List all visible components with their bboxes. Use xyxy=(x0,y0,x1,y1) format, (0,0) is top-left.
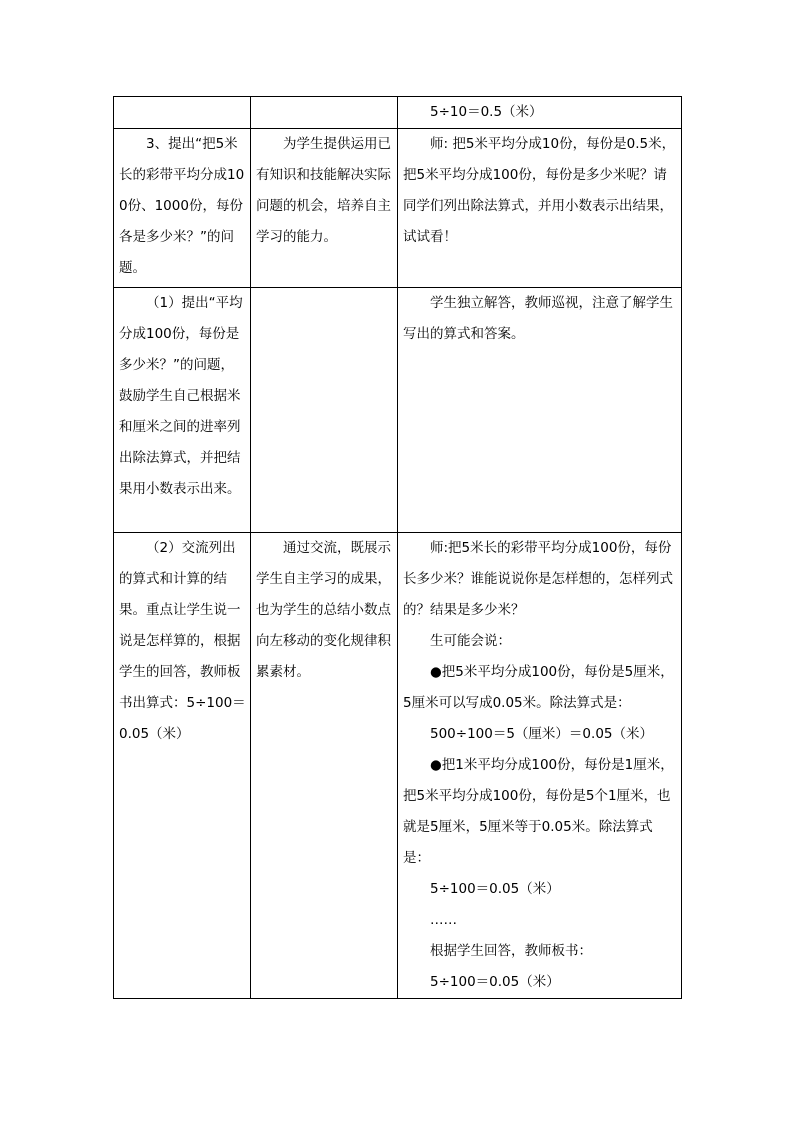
process-line: 生可能会说： xyxy=(430,633,511,649)
table-row xyxy=(114,97,682,129)
table-row xyxy=(114,129,682,288)
lesson-plan-table xyxy=(113,96,682,999)
process-line: 根据学生回答，教师板书： xyxy=(430,943,592,959)
process-line: 5÷100＝0.05（米） xyxy=(430,881,560,897)
process-line: 师: 把5米平均分成10份，每份是0.5米，把5米平均分成100份，每份是多少米呢？请同学们列出除法算式，并用小数表示出结果，试试看！ xyxy=(403,136,676,245)
activity-cell xyxy=(114,97,251,129)
process-line: ●把5米平均分成100份，每份是5厘米，5厘米可以写成0.05米。除法算式是： xyxy=(403,664,674,711)
purpose-text: 通过交流，既展示学生自主学习的成果，也为学生的总结小数点向左移动的变化规律积累素材。 xyxy=(256,540,391,680)
activity-text: （1）提出“平均分成100份，每份是多少米？”的问题，鼓励学生自己根据米和厘米之间的进率列出除法算式，并把结果用小数表示出来。 xyxy=(119,295,243,497)
process-cell xyxy=(398,288,682,533)
activity-text: （2）交流列出的算式和计算的结果。重点让学生说一说是怎样算的，根据学生的回答，教师板书出算式：5÷100＝0.05（米） xyxy=(119,540,246,742)
process-line: 学生独立解答，教师巡视，注意了解学生写出的算式和答案。 xyxy=(403,295,673,342)
purpose-cell xyxy=(251,129,398,288)
process-line: 5÷100＝0.05（米） xyxy=(430,974,560,990)
process-line: ●把1米平均分成100份，每份是1厘米，把5米平均分成100份，每份是5个1厘米，也就是5厘米，5厘米等于0.05米。除法算式是： xyxy=(403,757,674,866)
process-line: 5÷10＝0.5（米） xyxy=(430,104,543,120)
purpose-cell xyxy=(251,533,398,999)
activity-cell xyxy=(114,129,251,288)
purpose-text: 为学生提供运用已有知识和技能解决实际问题的机会，培养自主学习的能力。 xyxy=(256,136,391,245)
process-cell xyxy=(398,533,682,999)
table-row xyxy=(114,533,682,999)
activity-text: 3、提出“把5米长的彩带平均分成100份、1000份，每份各是多少米？”的问题。 xyxy=(119,136,245,276)
activity-cell xyxy=(114,288,251,533)
process-line: 500÷100＝5（厘米）＝0.05（米） xyxy=(430,726,653,742)
table-row xyxy=(114,288,682,533)
purpose-cell xyxy=(251,97,398,129)
purpose-cell xyxy=(251,288,398,533)
process-line: 师:把5米长的彩带平均分成100份，每份长多少米？谁能说说你是怎样想的，怎样列式的？结果是多少米？ xyxy=(403,540,673,618)
process-cell xyxy=(398,97,682,129)
process-line: …… xyxy=(430,912,457,928)
activity-cell xyxy=(114,533,251,999)
process-cell xyxy=(398,129,682,288)
